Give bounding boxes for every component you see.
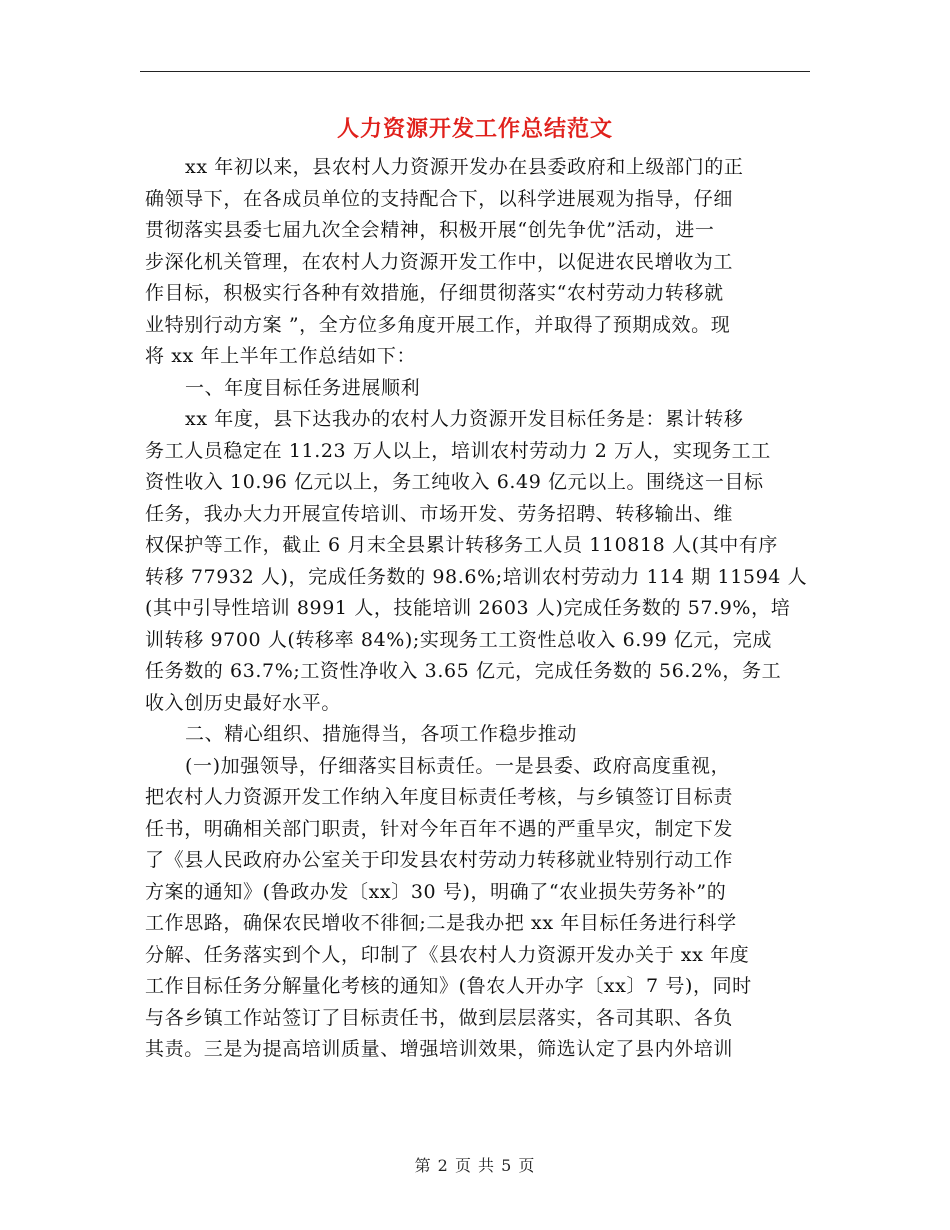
body-line: 将 xx 年上半年工作总结如下： [145,345,417,367]
body-line: 任书，明确相关部门职责，针对今年百年不遇的严重旱灾，制定下发 [145,817,734,840]
body-line: xx 年初以来，县农村人力资源开发办在县委政府和上级部门的正 [185,156,744,178]
body-line: 转移 77932 人)，完成任务数的 98.6%;培训农村劳动力 114 期 11594 人 [145,565,808,588]
body-line: 贯彻落实县委七届九次全会精神，积极开展“创先争优”活动，进一 [145,219,715,241]
header-rule [140,71,810,72]
section-heading: 一、年度目标任务进展顺利 [185,376,421,399]
body-line: 把农村人力资源开发工作纳入年度目标责任考核，与乡镇签订目标责 [145,786,734,808]
page-number-footer: 第 2 页 共 5 页 [414,1156,536,1175]
body-line: (一)加强领导，仔细落实目标责任。一是县委、政府高度重视， [185,754,731,777]
body-line: 任务，我办大力开展宣传培训、市场开发、劳务招聘、转移输出、维 [145,502,734,525]
body-line: 分解、任务落实到个人，印制了《县农村人力资源开发办关于 xx 年度 [145,943,750,966]
body-line: 收入创历史最好水平。 [145,691,342,714]
body-line: xx 年度，县下达我办的农村人力资源开发目标任务是：累计转移 [185,408,744,430]
body-line: 了《县人民政府办公室关于印发县农村劳动力转移就业特别行动工作 [145,849,734,871]
body-line: 其责。三是为提高培训质量、增强培训效果，筛选认定了县内外培训 [145,1038,734,1060]
body-line: 步深化机关管理，在农村人力资源开发工作中，以促进农民增收为工 [145,250,734,273]
body-line: 确领导下，在各成员单位的支持配合下，以科学进展观为指导，仔细 [145,187,734,210]
body-line: 资性收入 10.96 亿元以上，务工纯收入 6.49 亿元以上。围绕这一目标 [145,471,764,493]
body-line: 工作思路，确保农民增收不徘徊;二是我办把 xx 年目标任务进行科学 [145,912,737,934]
body-line: 作目标，积极实行各种有效措施，仔细贯彻落实“农村劳动力转移就 [145,282,724,304]
document-body [145,152,815,1066]
body-line: (其中引导性培训 8991 人，技能培训 2603 人)完成任务数的 57.9%，培 [145,597,791,619]
body-line: 与各乡镇工作站签订了目标责任书，做到层层落实，各司其职、各负 [145,1006,734,1029]
section-heading: 二、精心组织、措施得当，各项工作稳步推动 [185,723,578,745]
document-title: 人力资源开发工作总结范文 [336,116,613,142]
body-line: 业特别行动方案 ”，全方位多角度开展工作，并取得了预期成效。现 [145,313,731,336]
body-line: 训转移 9700 人(转移率 84%);实现务工工资性总收入 6.99 亿元，完成 [145,628,772,651]
body-line: 权保护等工作，截止 6 月末全县累计转移务工人员 110818 人(其中有序 [145,534,778,556]
body-line: 工作目标任务分解量化考核的通知》(鲁农人开办字〔xx〕7 号)，同时 [145,975,752,997]
body-line: 务工人员稳定在 11.23 万人以上，培训农村劳动力 2 万人，实现务工工 [145,439,771,462]
body-line: 方案的通知》(鲁政办发〔xx〕30 号)，明确了“农业损失劳务补”的 [145,880,727,903]
body-line: 任务数的 63.7%;工资性净收入 3.65 亿元，完成任务数的 56.2%，务工 [145,660,782,682]
